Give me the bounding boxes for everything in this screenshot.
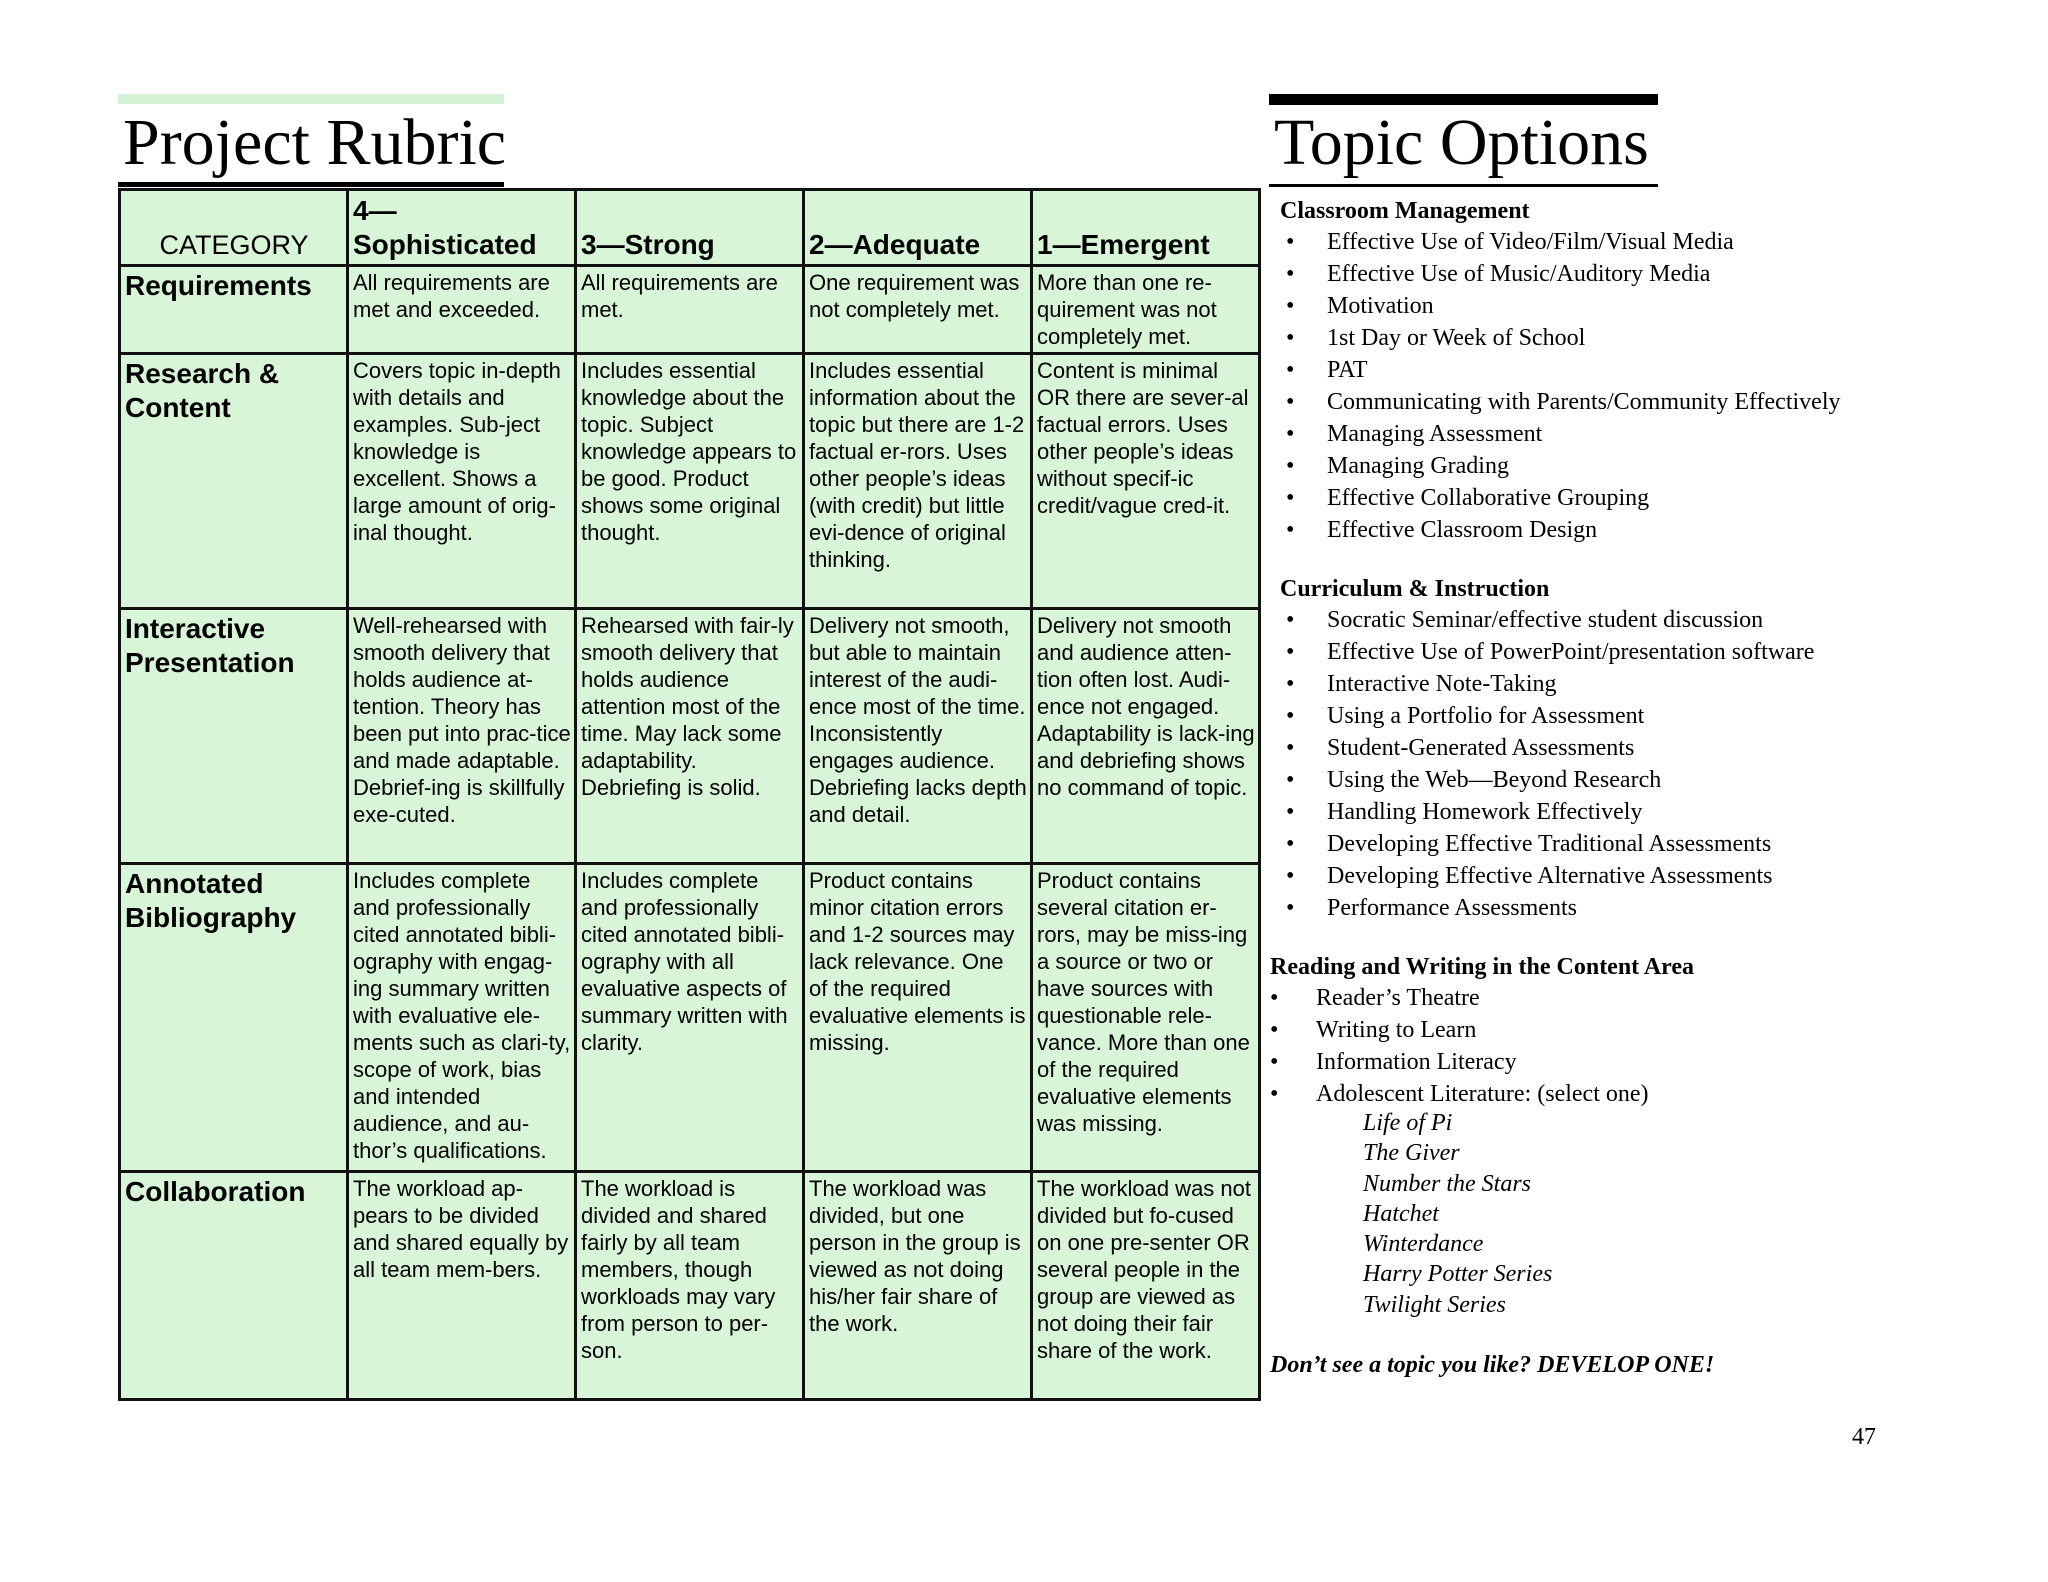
rubric-cell: The workload was divided, but one person in the group is viewed as not doing his/her fair share of the work. — [804, 1172, 1032, 1400]
rubric-cell: Product contains minor citation errors and 1-2 sources may lack relevance. One of the required evaluative elements is missing. — [804, 864, 1032, 1172]
book-list — [1363, 1108, 1552, 1320]
list-item: • Writing to Learn — [1270, 1014, 1649, 1046]
list-item: • Managing Grading — [1280, 450, 1841, 482]
topics-title: Topic Options — [1274, 106, 1649, 179]
rubric-cell: Delivery not smooth and audience atten-tion often lost. Audi-ence not engaged. Adaptability is lack-ing and debriefing shows no command of topic. — [1032, 609, 1260, 864]
list-item: • Information Literacy — [1270, 1046, 1649, 1078]
rubric-cell: Includes essential knowledge about the topic. Subject knowledge appears to be good. Product shows some original thought. — [576, 354, 804, 609]
rubric-table — [118, 188, 1261, 1401]
rubric-cell: The workload ap-pears to be divided and shared equally by all team mem-bers. — [348, 1172, 576, 1400]
rubric-cell: Product contains several citation er-rors, may be miss-ing a source or two or have sources with questionable rele-vance. More than one of the required evaluative elements was missing. — [1032, 864, 1260, 1172]
header-level-3: 3—Strong — [576, 190, 804, 266]
list-item: • 1st Day or Week of School — [1280, 322, 1841, 354]
page-number: 47 — [1852, 1424, 1876, 1450]
table-row — [120, 1172, 1260, 1400]
rubric-title: Project Rubric — [123, 106, 507, 179]
rubric-cell: The workload is divided and shared fairly by all team members, though workloads may vary from person to per-son. — [576, 1172, 804, 1400]
list-item: • Effective Collaborative Grouping — [1280, 482, 1841, 514]
header-level-4: 4— Sophisticated — [348, 190, 576, 266]
rubric-cell: Includes complete and professionally cited annotated bibli-ography with engag-ing summary written with evaluative ele-ments such as clari-ty, scope of work, bias and intended audience, and au-thor’s qualifications. — [348, 864, 576, 1172]
rubric-cell: Content is minimal OR there are sever-al factual errors. Uses other people’s ideas without specif-ic credit/vague cred-it. — [1032, 354, 1260, 609]
rubric-cell: All requirements are met and exceeded. — [348, 266, 576, 354]
topic-list-classroom-management — [1280, 226, 1841, 546]
list-item: • Interactive Note-Taking — [1280, 668, 1814, 700]
list-item: • Developing Effective Traditional Assessments — [1280, 828, 1814, 860]
section-heading-classroom-management: Classroom Management — [1280, 198, 1530, 224]
title-accent-bar — [118, 94, 504, 104]
list-item: • Effective Use of PowerPoint/presentation software — [1280, 636, 1814, 668]
category-label: Annotated Bibliography — [120, 864, 348, 1172]
book-title: Winterdance — [1363, 1231, 1484, 1258]
table-row — [120, 266, 1260, 354]
header-row — [120, 190, 1260, 266]
topic-list-reading-writing — [1270, 982, 1649, 1110]
call-to-action: Don’t see a topic you like? DEVELOP ONE! — [1270, 1352, 1715, 1378]
rubric-cell: Includes essential information about the topic but there are 1-2 factual er-rors. Uses other people’s ideas (with credit) but little evi-dence of original thinking. — [804, 354, 1032, 609]
rubric-cell: Delivery not smooth, but able to maintain interest of the audi-ence most of the time. Inconsistently engages audience. Debriefing lacks depth and detail. — [804, 609, 1032, 864]
rubric-cell: The workload was not divided but fo-cused on one pre-senter OR several people in the group are viewed as not doing their fair share of the work. — [1032, 1172, 1260, 1400]
rubric-cell: More than one re-quirement was not completely met. — [1032, 266, 1260, 354]
list-item: • Using the Web—Beyond Research — [1280, 764, 1814, 796]
header-level-2: 2—Adequate — [804, 190, 1032, 266]
list-item: • Motivation — [1280, 290, 1841, 322]
list-item: • Managing Assessment — [1280, 418, 1841, 450]
rubric-cell: All requirements are met. — [576, 266, 804, 354]
list-item: • PAT — [1280, 354, 1841, 386]
rubric-cell: Well-rehearsed with smooth delivery that holds audience at-tention. Theory has been put into prac-tice and made adaptable. Debrief-ing is skillfully exe-cuted. — [348, 609, 576, 864]
category-label: Interactive Presentation — [120, 609, 348, 864]
category-label: Requirements — [120, 266, 348, 354]
book-title: Twilight Series — [1363, 1291, 1506, 1318]
list-item: • Developing Effective Alternative Assessments — [1280, 860, 1814, 892]
rubric-cell: Includes complete and professionally cited annotated bibli-ography with all evaluative aspects of summary written with clarity. — [576, 864, 804, 1172]
book-title: Number the Stars — [1363, 1170, 1531, 1197]
table-row — [120, 609, 1260, 864]
list-item: • Using a Portfolio for Assessment — [1280, 700, 1814, 732]
category-label: Collaboration — [120, 1172, 348, 1400]
list-item: • Adolescent Literature: (select one) — [1270, 1078, 1649, 1110]
title-top-bar — [1269, 94, 1658, 105]
rubric-cell: One requirement was not completely met. — [804, 266, 1032, 354]
topic-list-curriculum-instruction — [1280, 604, 1814, 924]
list-item: • Effective Classroom Design — [1280, 514, 1841, 546]
list-item: • Reader’s Theatre — [1270, 982, 1649, 1014]
book-title: Harry Potter Series — [1363, 1261, 1553, 1288]
section-heading-curriculum-instruction: Curriculum & Instruction — [1280, 576, 1550, 602]
list-item: • Effective Use of Music/Auditory Media — [1280, 258, 1841, 290]
header-level-1: 1—Emergent — [1032, 190, 1260, 266]
rubric-cell: Covers topic in-depth with details and examples. Sub-ject knowledge is excellent. Shows a large amount of orig-inal thought. — [348, 354, 576, 609]
table-row — [120, 864, 1260, 1172]
book-title: Hatchet — [1363, 1200, 1439, 1227]
list-item: • Communicating with Parents/Community Effectively — [1280, 386, 1841, 418]
list-item: • Performance Assessments — [1280, 892, 1814, 924]
title-underline — [1269, 184, 1658, 187]
book-title: Life of Pi — [1363, 1110, 1453, 1136]
header-category: CATEGORY — [120, 190, 348, 266]
list-item: • Student-Generated Assessments — [1280, 732, 1814, 764]
category-label: Research & Content — [120, 354, 348, 609]
list-item: • Handling Homework Effectively — [1280, 796, 1814, 828]
section-heading-reading-writing: Reading and Writing in the Content Area — [1270, 954, 1695, 980]
list-item: • Socratic Seminar/effective student discussion — [1280, 604, 1814, 636]
title-underline — [118, 182, 504, 187]
table-row — [120, 354, 1260, 609]
rubric-cell: Rehearsed with fair-ly smooth delivery that holds audience attention most of the time. May lack some adaptability. Debriefing is solid. — [576, 609, 804, 864]
book-title: The Giver — [1363, 1140, 1460, 1167]
list-item: • Effective Use of Video/Film/Visual Media — [1280, 226, 1841, 258]
